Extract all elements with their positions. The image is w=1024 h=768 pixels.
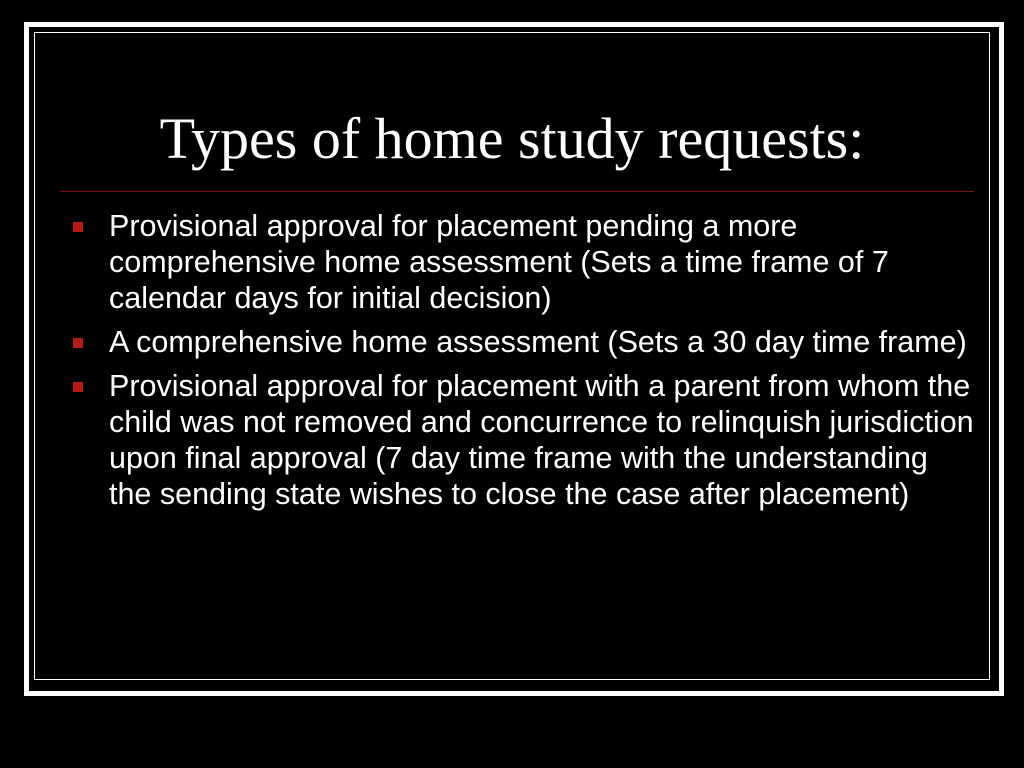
slide-title: Types of home study requests: bbox=[159, 106, 865, 171]
bullet-item bbox=[70, 324, 975, 360]
square-bullet-icon bbox=[73, 382, 83, 392]
square-bullet-icon bbox=[73, 222, 83, 232]
bullet-text: Provisional approval for placement pending a more comprehensive home assessment (Sets a time frame of 7 calendar days for initial decision) bbox=[109, 209, 889, 315]
bullet-text: Provisional approval for placement with a parent from whom the child was not removed and concurrence to relinquish jurisdiction upon final approval (7 day time frame with the understanding the sending state wishes to close the case after placement) bbox=[109, 369, 974, 511]
bullet-list bbox=[70, 208, 975, 520]
title-divider bbox=[60, 191, 974, 192]
square-bullet-icon bbox=[73, 338, 83, 348]
bullet-item bbox=[70, 368, 975, 512]
bullet-text: A comprehensive home assessment (Sets a 30 day time frame) bbox=[109, 325, 967, 359]
bullet-item bbox=[70, 208, 975, 316]
